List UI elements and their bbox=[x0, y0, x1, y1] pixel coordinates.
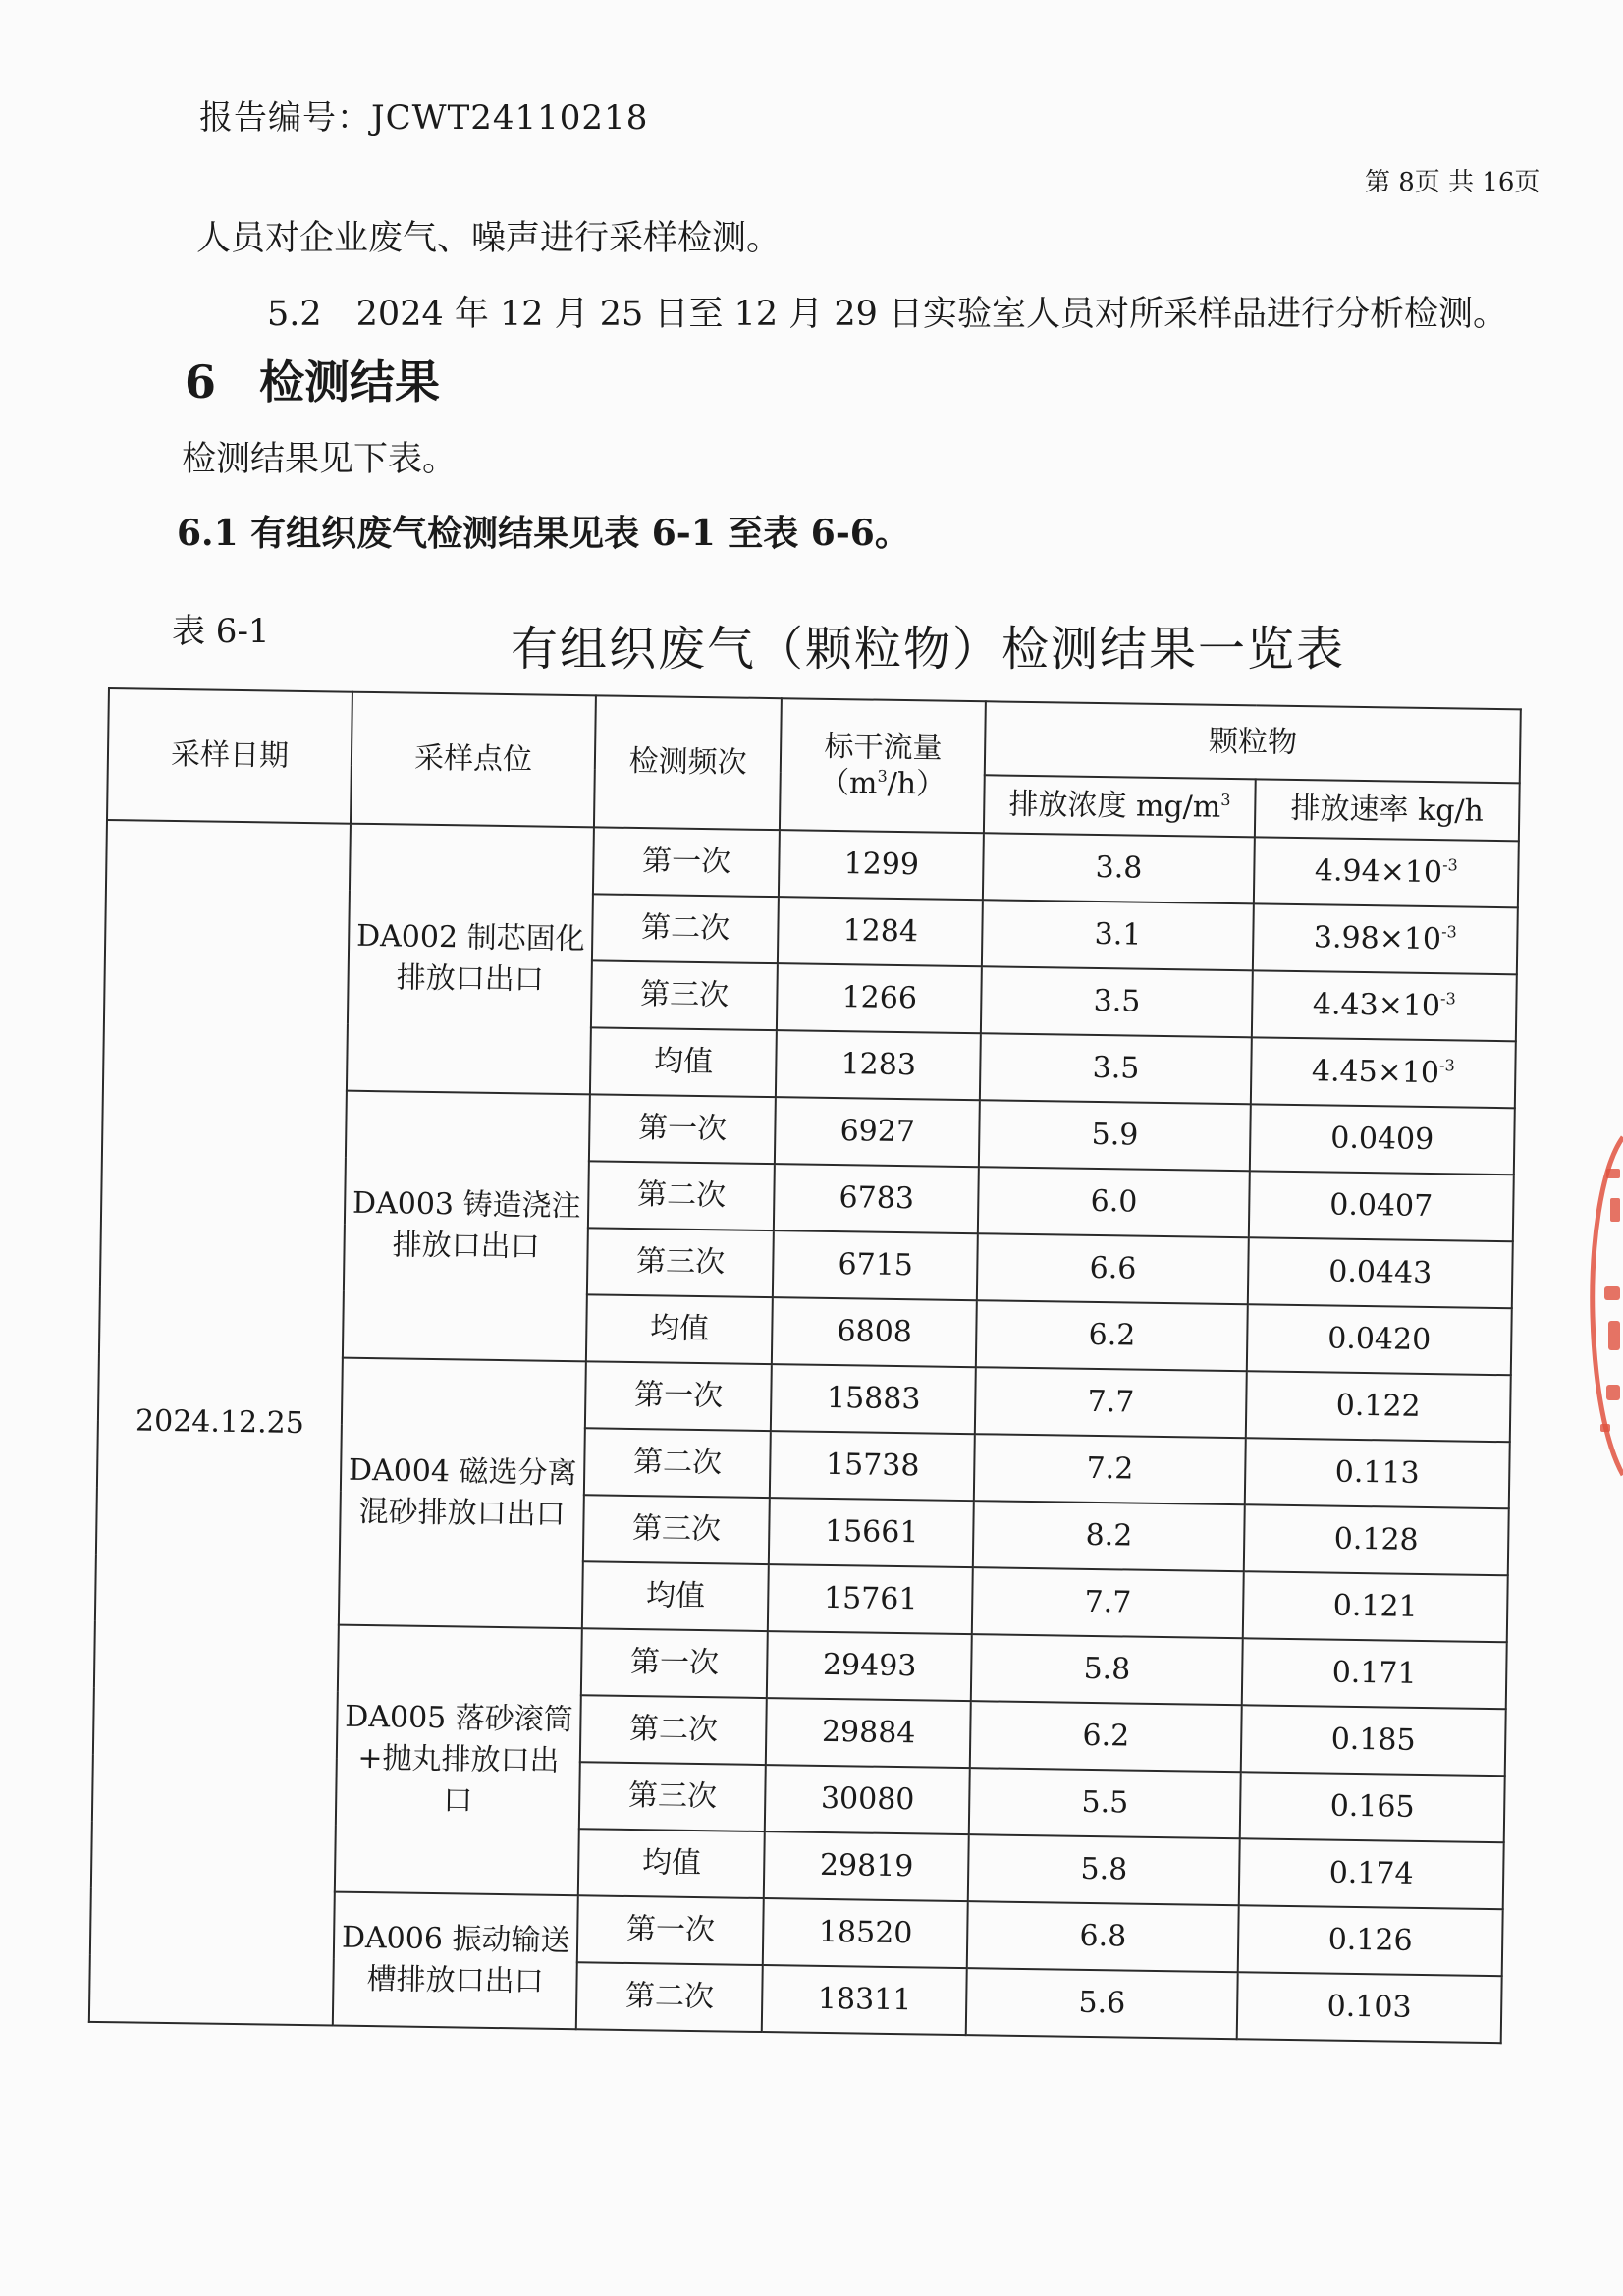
concentration-cell: 7.2 bbox=[974, 1434, 1245, 1504]
rate-mantissa: 4.94×10 bbox=[1314, 853, 1443, 891]
frequency-cell: 第一次 bbox=[585, 1361, 772, 1431]
frequency-cell: 第二次 bbox=[592, 894, 779, 963]
frequency-cell: 第二次 bbox=[580, 1695, 767, 1765]
frequency-cell: 第一次 bbox=[593, 827, 780, 897]
results-table-wrapper bbox=[88, 687, 1522, 2044]
concentration-cell: 3.1 bbox=[982, 900, 1253, 970]
header-conc-sup: 3 bbox=[1220, 790, 1231, 809]
page-indicator: 第 8页 共 16页 bbox=[1365, 168, 1541, 197]
header-flow-sup: 3 bbox=[877, 766, 888, 786]
rate-cell: 0.121 bbox=[1243, 1571, 1508, 1642]
frequency-cell: 第三次 bbox=[583, 1495, 770, 1564]
rate-cell: 0.122 bbox=[1246, 1371, 1511, 1442]
flow-cell: 30080 bbox=[765, 1765, 970, 1834]
rate-cell bbox=[1251, 1037, 1516, 1108]
concentration-cell: 5.8 bbox=[971, 1634, 1242, 1705]
flow-cell: 15883 bbox=[771, 1364, 976, 1434]
rate-cell: 0.0443 bbox=[1248, 1237, 1513, 1308]
rate-cell bbox=[1253, 903, 1518, 974]
subsection-heading: 6.1 有组织废气检测结果见表 6-1 至表 6-6。 bbox=[177, 513, 910, 554]
flow-cell: 15738 bbox=[770, 1431, 975, 1501]
rate-cell: 0.0407 bbox=[1249, 1171, 1514, 1241]
frequency-cell: 第二次 bbox=[588, 1161, 775, 1230]
header-flow-line1: 标干流量 bbox=[824, 729, 943, 766]
paragraph-analysis-dates: 5.2 2024 年 12 月 25 日至 12 月 29 日实验室人员对所采样品进行分析检测。 bbox=[267, 295, 1508, 334]
location-cell: DA004 磁选分离混砂排放口出口 bbox=[339, 1358, 586, 1629]
concentration-cell: 5.6 bbox=[966, 1968, 1237, 2039]
flow-cell: 29493 bbox=[767, 1631, 972, 1701]
header-location: 采样点位 bbox=[351, 692, 596, 828]
red-seal-stamp-fragment bbox=[1571, 1129, 1623, 1483]
frequency-cell: 第三次 bbox=[579, 1762, 766, 1831]
flow-cell: 1266 bbox=[777, 963, 982, 1033]
frequency-cell: 第一次 bbox=[577, 1895, 764, 1965]
frequency-cell: 第一次 bbox=[589, 1094, 776, 1164]
rate-cell: 0.174 bbox=[1239, 1838, 1504, 1909]
header-flow bbox=[780, 698, 986, 833]
concentration-cell: 3.5 bbox=[981, 966, 1252, 1037]
flow-cell: 6927 bbox=[775, 1097, 980, 1167]
rate-cell: 0.0420 bbox=[1247, 1304, 1512, 1375]
header-group-particulate: 颗粒物 bbox=[985, 701, 1521, 783]
flow-cell: 18520 bbox=[763, 1898, 968, 1968]
rate-cell: 0.165 bbox=[1240, 1772, 1505, 1842]
header-concentration bbox=[984, 775, 1255, 837]
concentration-cell: 6.8 bbox=[967, 1901, 1238, 1972]
rate-mantissa: 4.45×10 bbox=[1311, 1054, 1440, 1091]
flow-cell: 1284 bbox=[778, 897, 983, 966]
concentration-cell: 5.9 bbox=[979, 1100, 1250, 1171]
frequency-cell: 均值 bbox=[578, 1829, 765, 1898]
concentration-cell: 6.0 bbox=[978, 1167, 1249, 1237]
concentration-cell: 6.2 bbox=[970, 1701, 1241, 1772]
concentration-cell: 3.8 bbox=[983, 833, 1254, 903]
concentration-cell: 3.5 bbox=[980, 1033, 1251, 1104]
rate-exponent: -3 bbox=[1439, 989, 1456, 1009]
table-title: 有组织废气（颗粒物）检测结果一览表 bbox=[511, 622, 1346, 677]
frequency-cell: 第二次 bbox=[576, 1962, 763, 2032]
concentration-cell: 5.8 bbox=[968, 1834, 1239, 1905]
rate-cell bbox=[1252, 970, 1517, 1041]
concentration-cell: 7.7 bbox=[972, 1567, 1243, 1638]
section-title: 检测结果 bbox=[259, 355, 441, 409]
rate-exponent: -3 bbox=[1438, 1056, 1455, 1075]
header-row bbox=[108, 688, 1521, 783]
concentration-cell: 5.5 bbox=[969, 1768, 1240, 1838]
rate-cell: 0.103 bbox=[1237, 1972, 1502, 2043]
frequency-cell: 第三次 bbox=[587, 1228, 774, 1297]
frequency-cell: 均值 bbox=[586, 1294, 773, 1364]
header-flow-line2-end: /h） bbox=[887, 766, 947, 802]
flow-cell: 15661 bbox=[769, 1498, 974, 1567]
frequency-cell: 第三次 bbox=[591, 960, 778, 1030]
location-cell: DA003 铸造浇注排放口出口 bbox=[343, 1091, 590, 1362]
rate-mantissa: 3.98×10 bbox=[1313, 920, 1442, 957]
header-rate: 排放速率 kg/h bbox=[1255, 779, 1520, 841]
report-number: 报告编号：JCWT24110218 bbox=[199, 98, 649, 137]
concentration-cell: 8.2 bbox=[973, 1501, 1244, 1571]
flow-cell: 29884 bbox=[766, 1698, 971, 1768]
concentration-cell: 7.7 bbox=[975, 1367, 1246, 1438]
section-number: 6 bbox=[185, 355, 217, 409]
rate-exponent: -3 bbox=[1442, 855, 1458, 875]
frequency-cell: 均值 bbox=[590, 1027, 777, 1097]
header-conc-text: 排放浓度 mg/m bbox=[1008, 787, 1221, 825]
flow-cell: 15761 bbox=[768, 1564, 973, 1634]
rate-exponent: -3 bbox=[1441, 922, 1457, 942]
frequency-cell: 均值 bbox=[582, 1561, 769, 1631]
frequency-cell: 第二次 bbox=[584, 1428, 771, 1498]
section-heading bbox=[185, 347, 440, 411]
paragraph-results-intro: 检测结果见下表。 bbox=[182, 440, 458, 479]
header-frequency: 检测频次 bbox=[594, 695, 782, 830]
header-flow-line2: （m bbox=[819, 765, 878, 801]
flow-cell: 6715 bbox=[773, 1230, 978, 1300]
rate-cell: 0.128 bbox=[1244, 1504, 1509, 1575]
results-table bbox=[88, 687, 1522, 2044]
flow-cell: 18311 bbox=[762, 1965, 967, 2035]
flow-cell: 1283 bbox=[776, 1030, 981, 1100]
concentration-cell: 6.6 bbox=[977, 1233, 1248, 1304]
frequency-cell: 第一次 bbox=[581, 1628, 768, 1698]
date-cell: 2024.12.25 bbox=[89, 820, 351, 2026]
rate-cell: 0.126 bbox=[1238, 1905, 1503, 1976]
header-date: 采样日期 bbox=[107, 688, 352, 824]
concentration-cell: 6.2 bbox=[976, 1300, 1247, 1371]
rate-cell: 0.171 bbox=[1242, 1638, 1507, 1709]
paragraph-continuation: 人员对企业废气、噪声进行采样检测。 bbox=[196, 219, 782, 258]
rate-cell bbox=[1254, 837, 1519, 907]
location-cell: DA005 落砂滚筒+抛丸排放口出口 bbox=[335, 1625, 582, 1896]
table-number: 表 6-1 bbox=[172, 612, 270, 651]
rate-mantissa: 4.43×10 bbox=[1312, 987, 1441, 1024]
rate-cell: 0.185 bbox=[1241, 1705, 1506, 1776]
flow-cell: 6808 bbox=[772, 1297, 977, 1367]
flow-cell: 6783 bbox=[774, 1164, 979, 1233]
rate-cell: 0.0409 bbox=[1250, 1104, 1515, 1175]
location-cell: DA006 振动输送槽排放口出口 bbox=[333, 1892, 578, 2030]
flow-cell: 29819 bbox=[764, 1831, 969, 1901]
location-cell: DA002 制芯固化排放口出口 bbox=[347, 824, 594, 1095]
rate-cell: 0.113 bbox=[1245, 1438, 1510, 1508]
flow-cell: 1299 bbox=[779, 830, 984, 900]
